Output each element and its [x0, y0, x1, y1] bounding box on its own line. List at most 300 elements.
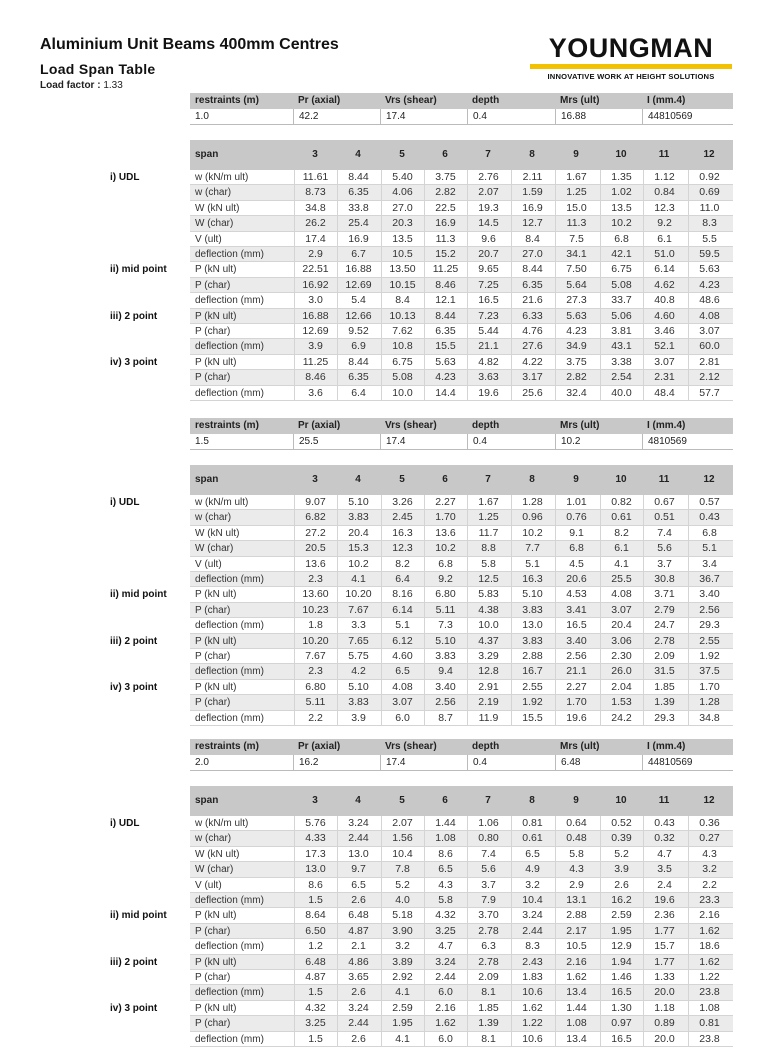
- table-cell: 1.46: [600, 970, 642, 985]
- table-cell: 1.70: [424, 510, 466, 525]
- table-cell: 0.61: [600, 510, 642, 525]
- table-cell: 7.50: [555, 262, 597, 277]
- table-cell: 5.11: [424, 603, 466, 618]
- row-label: w (char): [195, 187, 232, 199]
- table-row: [190, 816, 733, 831]
- span-header-cell: 7: [485, 149, 491, 160]
- table-cell: 3.07: [643, 355, 685, 370]
- table-cell: 13.6: [424, 526, 466, 541]
- table-cell: 2.44: [511, 924, 553, 939]
- load-case-label: ii) mid point: [110, 264, 167, 276]
- row-label: P (char): [195, 972, 231, 983]
- table-cell: 8.2: [381, 557, 423, 572]
- row-label: w (kN/m ult): [195, 172, 249, 183]
- table-cell: 5.1: [381, 618, 423, 633]
- table-row: [190, 1016, 733, 1031]
- table-cell: 2.09: [643, 649, 685, 664]
- table-cell: 21.6: [511, 293, 553, 308]
- span-header-cell: 12: [703, 795, 715, 806]
- table-cell: 3.07: [688, 324, 730, 339]
- table-cell: 6.8: [555, 541, 597, 556]
- table-cell: 3.4: [688, 557, 730, 572]
- table-cell: 0.80: [467, 831, 509, 846]
- table-cell: 5.18: [381, 908, 423, 923]
- table-row: [190, 541, 733, 556]
- table-cell: 6.75: [600, 262, 642, 277]
- load-case-label: ii) mid point: [110, 910, 167, 922]
- table-cell: 1.56: [381, 831, 423, 846]
- table-cell: 4.08: [600, 587, 642, 602]
- table-cell: 11.3: [555, 216, 597, 231]
- table-row: [190, 324, 733, 339]
- table-cell: 23.8: [688, 985, 730, 1000]
- table-cell: 9.7: [337, 862, 379, 877]
- table-cell: 2.6: [337, 985, 379, 1000]
- table-cell: 1.5: [294, 985, 336, 1000]
- load-case-label: iii) 2 point: [110, 956, 158, 968]
- restraint-value-cell: 16.88: [555, 109, 586, 125]
- table-cell: 2.27: [555, 680, 597, 695]
- table-cell: 20.6: [555, 572, 597, 587]
- span-header-cell: 3: [312, 474, 318, 485]
- table-cell: 3.5: [643, 862, 685, 877]
- row-label: V (ult): [195, 879, 222, 891]
- table-row: [190, 985, 733, 1000]
- row-label: P (kN ult): [195, 589, 237, 601]
- table-cell: 1.08: [555, 1016, 597, 1031]
- table-cell: 6.7: [337, 247, 379, 262]
- table-cell: 7.65: [337, 634, 379, 649]
- table-cell: 4.37: [467, 634, 509, 649]
- span-header-cell: 6: [442, 149, 448, 160]
- table-cell: 7.4: [467, 847, 509, 862]
- table-cell: 1.01: [555, 495, 597, 510]
- table-cell: 16.5: [600, 1032, 642, 1047]
- table-cell: 8.1: [467, 985, 509, 1000]
- table-cell: 0.89: [643, 1016, 685, 1031]
- load-case-label: i) UDL: [110, 818, 140, 829]
- table-cell: 0.39: [600, 831, 642, 846]
- table-cell: 11.61: [294, 170, 336, 185]
- table-cell: 0.81: [511, 816, 553, 831]
- table-cell: 10.2: [511, 526, 553, 541]
- row-label: P (char): [195, 697, 231, 709]
- table-cell: 3.07: [381, 695, 423, 710]
- table-cell: 7.4: [643, 526, 685, 541]
- table-cell: 2.81: [688, 355, 730, 370]
- table-cell: 19.3: [467, 201, 509, 216]
- table-cell: 0.51: [643, 510, 685, 525]
- table-cell: 6.4: [381, 572, 423, 587]
- table-cell: 12.3: [643, 201, 685, 216]
- table-cell: 5.10: [511, 587, 553, 602]
- table-cell: 12.69: [337, 278, 379, 293]
- table-cell: 5.63: [555, 309, 597, 324]
- table-cell: 3.83: [337, 510, 379, 525]
- table-cell: 9.1: [555, 526, 597, 541]
- table-cell: 2.79: [643, 603, 685, 618]
- table-cell: 23.3: [688, 893, 730, 908]
- row-label: P (char): [195, 1018, 231, 1030]
- table-cell: 20.5: [294, 541, 336, 556]
- table-row: [190, 262, 733, 277]
- table-cell: 2.30: [600, 649, 642, 664]
- restraint-header-cell: Vrs (shear): [385, 95, 437, 106]
- table-cell: 4.86: [337, 955, 379, 970]
- table-cell: 4.87: [337, 924, 379, 939]
- table-cell: 34.8: [294, 201, 336, 216]
- table-cell: 6.12: [381, 634, 423, 649]
- table-cell: 4.0: [381, 893, 423, 908]
- table-cell: 40.8: [643, 293, 685, 308]
- table-cell: 16.2: [600, 893, 642, 908]
- table-cell: 5.8: [467, 557, 509, 572]
- table-cell: 20.4: [600, 618, 642, 633]
- table-row: [190, 293, 733, 308]
- table-cell: 26.0: [600, 664, 642, 679]
- load-factor-label: Load factor :: [40, 80, 101, 91]
- table-row: [190, 1001, 733, 1016]
- span-header-cell: 12: [703, 149, 715, 160]
- table-cell: 4.87: [294, 970, 336, 985]
- table-cell: 15.7: [643, 939, 685, 954]
- table-cell: 16.3: [381, 526, 423, 541]
- row-label: deflection (mm): [195, 987, 264, 999]
- load-case-label: iv) 3 point: [110, 356, 158, 368]
- table-cell: 6.48: [337, 908, 379, 923]
- table-cell: 2.2: [688, 878, 730, 893]
- table-row: [190, 339, 733, 354]
- brand-tagline-bold: WORK AT HEIGHT: [597, 72, 667, 81]
- row-label: W (kN ult): [195, 848, 240, 860]
- table-cell: 0.52: [600, 816, 642, 831]
- table-cell: 43.1: [600, 339, 642, 354]
- table-cell: 8.46: [424, 278, 466, 293]
- table-cell: 7.5: [555, 232, 597, 247]
- table-cell: 6.5: [337, 878, 379, 893]
- table-cell: 4.1: [381, 1032, 423, 1047]
- table-cell: 32.4: [555, 386, 597, 401]
- table-cell: 52.1: [643, 339, 685, 354]
- table-cell: 5.44: [467, 324, 509, 339]
- table-cell: 25.4: [337, 216, 379, 231]
- restraint-value-cell: 16.2: [293, 755, 318, 771]
- table-cell: 10.20: [294, 634, 336, 649]
- table-cell: 4.33: [294, 831, 336, 846]
- table-cell: 10.0: [381, 386, 423, 401]
- table-cell: 3.83: [424, 649, 466, 664]
- restraint-header-cell: I (mm.4): [647, 95, 686, 106]
- table-cell: 6.0: [424, 985, 466, 1000]
- table-cell: 9.2: [643, 216, 685, 231]
- span-header-cell: 5: [399, 795, 405, 806]
- table-cell: 6.82: [294, 510, 336, 525]
- table-cell: 8.46: [294, 370, 336, 385]
- table-cell: 6.8: [424, 557, 466, 572]
- table-cell: 3.25: [424, 924, 466, 939]
- table-cell: 8.7: [424, 711, 466, 726]
- table-cell: 7.67: [337, 603, 379, 618]
- table-cell: 7.8: [381, 862, 423, 877]
- table-cell: 2.56: [555, 649, 597, 664]
- table-row: [190, 649, 733, 664]
- table-cell: 4.7: [424, 939, 466, 954]
- table-cell: 48.6: [688, 293, 730, 308]
- table-row: [190, 680, 733, 695]
- restraint-value-cell: 1.0: [195, 111, 209, 122]
- table-cell: 48.4: [643, 386, 685, 401]
- table-cell: 34.1: [555, 247, 597, 262]
- table-cell: 34.9: [555, 339, 597, 354]
- span-header-row: [190, 786, 733, 816]
- table-cell: 3.9: [337, 711, 379, 726]
- row-label: P (char): [195, 604, 231, 616]
- table-cell: 5.11: [294, 695, 336, 710]
- table-cell: 2.6: [337, 893, 379, 908]
- restraint-value-row: [190, 755, 733, 771]
- restraint-value-cell: 17.4: [380, 755, 405, 771]
- table-cell: 27.3: [555, 293, 597, 308]
- table-cell: 1.44: [424, 816, 466, 831]
- brand-logo: [530, 33, 732, 81]
- table-cell: 5.6: [467, 862, 509, 877]
- table-cell: 5.2: [381, 878, 423, 893]
- table-cell: 6.80: [424, 587, 466, 602]
- restraint-value-cell: 6.48: [555, 755, 580, 771]
- table-cell: 5.10: [337, 495, 379, 510]
- table-cell: 1.30: [600, 1001, 642, 1016]
- table-cell: 12.1: [424, 293, 466, 308]
- table-cell: 13.5: [381, 232, 423, 247]
- restraint-value-cell: 42.2: [293, 109, 318, 125]
- table-row: [190, 618, 733, 633]
- table-row: [190, 587, 733, 602]
- table-cell: 2.36: [643, 908, 685, 923]
- restraint-value-row: [190, 109, 733, 125]
- table-cell: 3.9: [294, 339, 336, 354]
- table-cell: 2.44: [424, 970, 466, 985]
- table-row: [190, 247, 733, 262]
- table-cell: 0.32: [643, 831, 685, 846]
- table-cell: 12.5: [467, 572, 509, 587]
- table-cell: 27.2: [294, 526, 336, 541]
- table-cell: 1.95: [381, 1016, 423, 1031]
- table-cell: 3.83: [511, 603, 553, 618]
- table-cell: 2.1: [337, 939, 379, 954]
- table-cell: 2.16: [688, 908, 730, 923]
- table-cell: 1.85: [643, 680, 685, 695]
- table-cell: 2.04: [600, 680, 642, 695]
- table-cell: 4.06: [381, 185, 423, 200]
- table-cell: 9.65: [467, 262, 509, 277]
- table-cell: 1.70: [555, 695, 597, 710]
- table-cell: 2.09: [467, 970, 509, 985]
- table-cell: 3.7: [467, 878, 509, 893]
- restraint-header-cell: Vrs (shear): [385, 420, 437, 431]
- table-cell: 27.0: [381, 201, 423, 216]
- table-cell: 6.8: [600, 232, 642, 247]
- table-cell: 9.6: [467, 232, 509, 247]
- table-cell: 20.7: [467, 247, 509, 262]
- span-header-cell: 4: [355, 149, 361, 160]
- span-label: span: [195, 474, 219, 485]
- row-label: w (kN/m ult): [195, 818, 249, 829]
- table-cell: 3.40: [688, 587, 730, 602]
- table-cell: 2.59: [600, 908, 642, 923]
- table-cell: 10.4: [511, 893, 553, 908]
- table-cell: 6.35: [511, 278, 553, 293]
- row-label: P (kN ult): [195, 356, 237, 368]
- table-cell: 15.5: [511, 711, 553, 726]
- table-cell: 0.48: [555, 831, 597, 846]
- row-label: deflection (mm): [195, 666, 264, 678]
- table-cell: 27.6: [511, 339, 553, 354]
- table-cell: 12.9: [600, 939, 642, 954]
- restraint-value-cell: 25.5: [293, 434, 318, 450]
- restraint-header-row: [190, 93, 733, 109]
- table-cell: 0.36: [688, 816, 730, 831]
- table-cell: 2.2: [294, 711, 336, 726]
- restraint-value-row: [190, 434, 733, 450]
- table-cell: 5.8: [555, 847, 597, 862]
- table-cell: 1.62: [555, 970, 597, 985]
- table-cell: 2.55: [511, 680, 553, 695]
- table-cell: 7.25: [467, 278, 509, 293]
- table-cell: 2.27: [424, 495, 466, 510]
- table-cell: 3.63: [467, 370, 509, 385]
- restraint-value-cell: 17.4: [380, 434, 405, 450]
- table-cell: 8.8: [467, 541, 509, 556]
- table-cell: 20.4: [337, 526, 379, 541]
- table-cell: 60.0: [688, 339, 730, 354]
- table-cell: 0.84: [643, 185, 685, 200]
- table-cell: 8.6: [424, 847, 466, 862]
- table-cell: 4.2: [337, 664, 379, 679]
- table-cell: 25.5: [600, 572, 642, 587]
- table-cell: 1.22: [511, 1016, 553, 1031]
- table-cell: 6.80: [294, 680, 336, 695]
- table-cell: 5.83: [467, 587, 509, 602]
- table-cell: 0.61: [511, 831, 553, 846]
- table-cell: 2.44: [337, 1016, 379, 1031]
- table-cell: 3.06: [600, 634, 642, 649]
- restraint-header-cell: Mrs (ult): [560, 741, 600, 752]
- table-cell: 1.77: [643, 924, 685, 939]
- table-cell: 19.6: [643, 893, 685, 908]
- table-cell: 5.10: [337, 680, 379, 695]
- row-label: W (char): [195, 218, 234, 230]
- span-header-cell: 12: [703, 474, 715, 485]
- table-cell: 3.2: [688, 862, 730, 877]
- table-cell: 0.67: [643, 495, 685, 510]
- restraint-value-cell: 0.4: [467, 109, 487, 125]
- table-cell: 2.4: [643, 878, 685, 893]
- table-cell: 3.26: [381, 495, 423, 510]
- table-cell: 7.3: [424, 618, 466, 633]
- row-label: deflection (mm): [195, 295, 264, 307]
- table-cell: 20.3: [381, 216, 423, 231]
- table-cell: 4.23: [424, 370, 466, 385]
- table-cell: 16.5: [555, 618, 597, 633]
- brand-logo-word: YOUNGMAN: [548, 33, 714, 63]
- table-cell: 2.78: [467, 924, 509, 939]
- brand-tagline-pre: INNOVATIVE: [547, 72, 598, 81]
- table-cell: 2.88: [555, 908, 597, 923]
- restraint-value-cell: 0.4: [467, 755, 487, 771]
- table-cell: 1.44: [555, 1001, 597, 1016]
- table-cell: 1.62: [424, 1016, 466, 1031]
- table-cell: 3.24: [424, 955, 466, 970]
- restraint-header-cell: Vrs (shear): [385, 741, 437, 752]
- table-cell: 10.5: [555, 939, 597, 954]
- table-row: [190, 216, 733, 231]
- table-cell: 7.23: [467, 309, 509, 324]
- table-cell: 6.0: [381, 711, 423, 726]
- table-cell: 2.9: [294, 247, 336, 262]
- table-cell: 4.60: [381, 649, 423, 664]
- table-cell: 2.3: [294, 572, 336, 587]
- row-label: P (char): [195, 372, 231, 384]
- row-label: P (kN ult): [195, 310, 237, 322]
- table-cell: 3.17: [511, 370, 553, 385]
- table-cell: 2.91: [467, 680, 509, 695]
- table-cell: 0.81: [688, 1016, 730, 1031]
- table-row: [190, 278, 733, 293]
- restraint-value-cell: 44810569: [642, 109, 693, 125]
- table-cell: 4.23: [555, 324, 597, 339]
- span-header-cell: 9: [573, 149, 579, 160]
- table-cell: 10.13: [381, 309, 423, 324]
- table-cell: 0.69: [688, 185, 730, 200]
- table-cell: 1.22: [688, 970, 730, 985]
- table-cell: 2.19: [467, 695, 509, 710]
- table-cell: 0.57: [688, 495, 730, 510]
- table-cell: 4.22: [511, 355, 553, 370]
- table-row: [190, 924, 733, 939]
- table-cell: 3.81: [600, 324, 642, 339]
- span-header-cell: 3: [312, 795, 318, 806]
- table-row: [190, 355, 733, 370]
- table-cell: 2.43: [511, 955, 553, 970]
- table-cell: 10.6: [511, 985, 553, 1000]
- table-row: [190, 370, 733, 385]
- table-cell: 1.02: [600, 185, 642, 200]
- table-cell: 3.07: [600, 603, 642, 618]
- row-label: deflection (mm): [195, 387, 264, 399]
- table-cell: 3.41: [555, 603, 597, 618]
- table-cell: 13.0: [294, 862, 336, 877]
- table-cell: 25.6: [511, 386, 553, 401]
- table-cell: 5.63: [688, 262, 730, 277]
- table-cell: 3.0: [294, 293, 336, 308]
- span-header-cell: 5: [399, 474, 405, 485]
- span-header-row: [190, 140, 733, 170]
- table-cell: 3.3: [337, 618, 379, 633]
- row-label: w (char): [195, 512, 232, 524]
- table-cell: 4.32: [424, 908, 466, 923]
- table-cell: 6.1: [600, 541, 642, 556]
- table-cell: 2.82: [424, 185, 466, 200]
- table-cell: 16.5: [600, 985, 642, 1000]
- row-label: deflection (mm): [195, 941, 264, 953]
- table-cell: 16.9: [511, 201, 553, 216]
- table-cell: 5.40: [381, 170, 423, 185]
- restraint-header-cell: restraints (m): [195, 741, 259, 752]
- table-cell: 3.71: [643, 587, 685, 602]
- table-cell: 16.5: [467, 293, 509, 308]
- table-cell: 17.3: [294, 847, 336, 862]
- table-row: [190, 495, 733, 510]
